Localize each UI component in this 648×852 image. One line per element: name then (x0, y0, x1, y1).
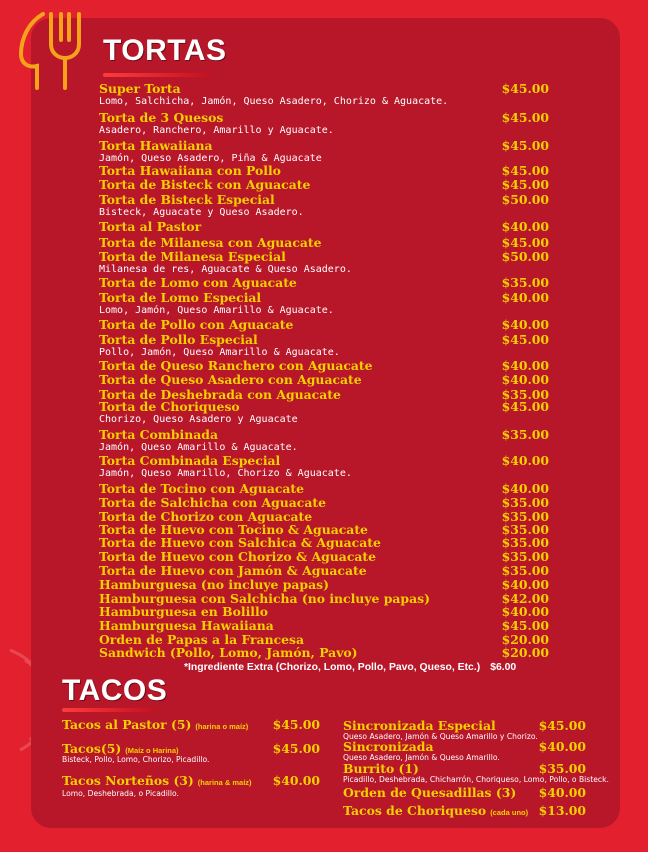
torta-item (99, 564, 549, 578)
torta-item (99, 318, 549, 332)
torta-item-price: $35.00 (501, 522, 549, 537)
torta-item (99, 373, 549, 387)
tortas-title-underline (103, 73, 211, 77)
torta-item-price: $45.00 (501, 332, 549, 347)
torta-item (99, 619, 549, 633)
torta-item-name: Hamburguesa Hawaiiana (99, 618, 274, 633)
torta-item-price: $40.00 (501, 453, 549, 468)
taco-item-price: $45.00 (538, 718, 586, 733)
taco-item-description: Bisteck, Pollo, Lomo, Chorizo, Picadillo. (62, 755, 210, 764)
torta-item (99, 605, 549, 619)
torta-item-price: $45.00 (501, 110, 549, 125)
taco-item-title: Tacos Norteños (3) (62, 773, 194, 788)
torta-item-description: Lomo, Salchicha, Jamón, Queso Asadero, Chorizo & Aguacate. (99, 96, 449, 107)
torta-item-description: Pollo, Jamón, Queso Amarillo & Aguacate. (99, 347, 340, 358)
torta-item-price: $40.00 (501, 317, 549, 332)
torta-item-price: $45.00 (501, 399, 549, 414)
tacos-title-underline (62, 708, 156, 712)
torta-item (99, 178, 549, 192)
torta-item-price: $45.00 (501, 618, 549, 633)
torta-item (99, 276, 549, 290)
torta-item-description: Jamón, Queso Amarillo, Chorizo & Aguacate. (99, 468, 352, 479)
torta-item-price: $35.00 (501, 563, 549, 578)
taco-item-name (343, 804, 528, 820)
torta-item-name: Torta de Salchicha con Aguacate (99, 495, 326, 510)
torta-item-name: Torta de Queso Asadero con Aguacate (99, 372, 362, 387)
torta-item (99, 646, 549, 660)
torta-item-name: Sandwich (Pollo, Lomo, Jamón, Pavo) (99, 645, 358, 660)
taco-item-note: (Maíz o Harina) (125, 746, 179, 755)
fork-knife-icon (15, 8, 83, 94)
extra-ingredient-note (184, 662, 516, 673)
torta-item-price: $35.00 (501, 535, 549, 550)
extra-ingredient-price: $6.00 (490, 662, 517, 673)
torta-item-name: Torta de Huevo con Tocino & Aguacate (99, 522, 368, 537)
torta-item-name: Torta Combinada (99, 427, 218, 442)
torta-item-name: Torta Hawaiiana con Pollo (99, 163, 281, 178)
taco-item-title: Sincronizada (343, 739, 434, 754)
torta-item-description: Jamón, Queso Asadero, Piña & Aguacate (99, 153, 322, 164)
torta-item-name: Torta de Milanesa Especial (99, 249, 286, 264)
torta-item-name: Torta de Huevo con Chorizo & Aguacate (99, 549, 377, 564)
torta-item-name: Torta Combinada Especial (99, 453, 281, 468)
taco-item-price: $45.00 (272, 741, 320, 756)
torta-item (99, 400, 549, 414)
torta-item-price: $45.00 (501, 163, 549, 178)
torta-item (99, 111, 549, 125)
torta-item (99, 550, 549, 564)
torta-item-price: $40.00 (501, 604, 549, 619)
torta-item-name: Torta de Huevo con Salchica & Aguacate (99, 535, 381, 550)
taco-item-note: (harina & maíz) (197, 778, 252, 787)
torta-item-name: Torta de Queso Ranchero con Aguacate (99, 358, 373, 373)
torta-item-price: $35.00 (501, 495, 549, 510)
torta-item (99, 454, 549, 468)
taco-item-title: Orden de Quesadillas (3) (343, 785, 517, 800)
torta-item (99, 193, 549, 207)
torta-item-description: Lomo, Jamón, Queso Amarillo & Aguacate. (99, 305, 334, 316)
torta-item-description: Bisteck, Aguacate y Queso Asadero. (99, 207, 304, 218)
torta-item-description: Chorizo, Queso Asadero y Aguacate (99, 414, 298, 425)
torta-item-price: $40.00 (501, 481, 549, 496)
torta-item (99, 236, 549, 250)
torta-item-price: $45.00 (501, 177, 549, 192)
torta-item-price: $40.00 (501, 372, 549, 387)
torta-item-description: Asadero, Ranchero, Amarillo y Aguacate. (99, 125, 334, 136)
torta-item-name: Torta de Lomo Especial (99, 290, 262, 305)
torta-item-name: Torta de Chorizo con Aguacate (99, 509, 313, 524)
torta-item-price: $40.00 (501, 577, 549, 592)
tacos-title: TACOS (62, 674, 168, 707)
torta-item-price: $35.00 (501, 509, 549, 524)
torta-item-description: Milanesa de res, Aguacate & Queso Asadero. (99, 264, 352, 275)
taco-item-price: $45.00 (272, 717, 320, 732)
taco-item-title: Tacos de Choriqueso (343, 803, 487, 818)
taco-item-name (343, 740, 433, 754)
torta-item (99, 496, 549, 510)
torta-item-name: Torta de 3 Quesos (99, 110, 224, 125)
torta-item (99, 359, 549, 373)
torta-item-price: $50.00 (501, 249, 549, 264)
taco-item-title: Tacos al Pastor (5) (62, 717, 192, 732)
taco-item-description: Picadillo, Deshebrada, Chicharrón, Choriqueso, Lomo, Pollo, o Bisteck. (343, 775, 609, 784)
torta-item-price: $20.00 (501, 645, 549, 660)
taco-item-note: (harina o maíz) (195, 722, 249, 731)
taco-item-title: Tacos(5) (62, 741, 122, 756)
torta-item-price: $35.00 (501, 387, 549, 402)
torta-item (99, 250, 549, 264)
taco-item-note: (cada uno) (490, 808, 529, 817)
torta-item-price: $40.00 (501, 219, 549, 234)
torta-item-name: Hamburguesa (no incluye papas) (99, 577, 329, 592)
torta-item-price: $35.00 (501, 275, 549, 290)
torta-item (99, 82, 549, 96)
torta-item-name: Torta de Lomo con Aguacate (99, 275, 297, 290)
taco-item-name (343, 786, 516, 800)
torta-item-price: $20.00 (501, 632, 549, 647)
taco-item-price: $40.00 (538, 785, 586, 800)
extra-ingredient-text: *Ingrediente Extra (Chorizo, Lomo, Pollo, Pavo, Queso, Etc.) (184, 662, 481, 673)
torta-item-name: Torta Hawaiiana (99, 138, 213, 153)
taco-item-price: $40.00 (538, 739, 586, 754)
taco-item-title: Sincronizada Especial (343, 718, 496, 733)
torta-item-price: $45.00 (501, 235, 549, 250)
torta-item-price: $45.00 (501, 81, 549, 96)
torta-item-name: Orden de Papas a la Francesa (99, 632, 305, 647)
torta-item (99, 291, 549, 305)
taco-item-price: $40.00 (272, 773, 320, 788)
taco-item-price: $13.00 (538, 803, 586, 818)
torta-item-price: $50.00 (501, 192, 549, 207)
torta-item-name: Torta de Pollo con Aguacate (99, 317, 294, 332)
torta-item (99, 220, 549, 234)
torta-item-price: $40.00 (501, 358, 549, 373)
torta-item (99, 164, 549, 178)
taco-item-name (62, 718, 248, 734)
taco-item-description: Lomo, Deshebrada, o Picadillo. (62, 789, 179, 798)
torta-item-description: Jamón, Queso Amarillo & Aguacate. (99, 442, 298, 453)
torta-item (99, 536, 549, 550)
torta-item-price: $45.00 (501, 138, 549, 153)
torta-item-name: Torta de Milanesa con Aguacate (99, 235, 322, 250)
torta-item-name: Torta de Deshebrada con Aguacate (99, 387, 341, 402)
torta-item-name: Torta de Tocino con Aguacate (99, 481, 305, 496)
taco-item-title: Burrito (1) (343, 761, 419, 776)
torta-item-price: $40.00 (501, 290, 549, 305)
torta-item (99, 333, 549, 347)
torta-item-name: Torta al Pastor (99, 219, 202, 234)
torta-item-name: Hamburguesa con Salchicha (no incluye papas) (99, 591, 430, 606)
torta-item-name: Super Torta (99, 81, 181, 96)
torta-item-price: $35.00 (501, 549, 549, 564)
torta-item (99, 139, 549, 153)
tortas-title: TORTAS (103, 34, 227, 67)
torta-item-name: Torta de Pollo Especial (99, 332, 258, 347)
taco-item-name (343, 719, 496, 733)
torta-item-name: Torta de Choriqueso (99, 399, 240, 414)
torta-item (99, 578, 549, 592)
taco-item-name (62, 774, 252, 790)
torta-item (99, 428, 549, 442)
torta-item-price: $35.00 (501, 427, 549, 442)
torta-item (99, 482, 549, 496)
taco-item-description: Queso Asadero, Jamón & Queso Amarillo y Chorizo. (343, 732, 538, 741)
torta-item-name: Hamburguesa en Bolillo (99, 604, 268, 619)
taco-item-name (343, 762, 419, 776)
taco-item-description: Queso Asadero, Jamón & Queso Amarillo. (343, 753, 500, 762)
torta-item-name: Torta de Bisteck Especial (99, 192, 275, 207)
torta-item-name: Torta de Bisteck con Aguacate (99, 177, 311, 192)
torta-item-price: $42.00 (501, 591, 549, 606)
torta-item-name: Torta de Huevo con Jamón & Aguacate (99, 563, 367, 578)
taco-item-price: $35.00 (538, 761, 586, 776)
